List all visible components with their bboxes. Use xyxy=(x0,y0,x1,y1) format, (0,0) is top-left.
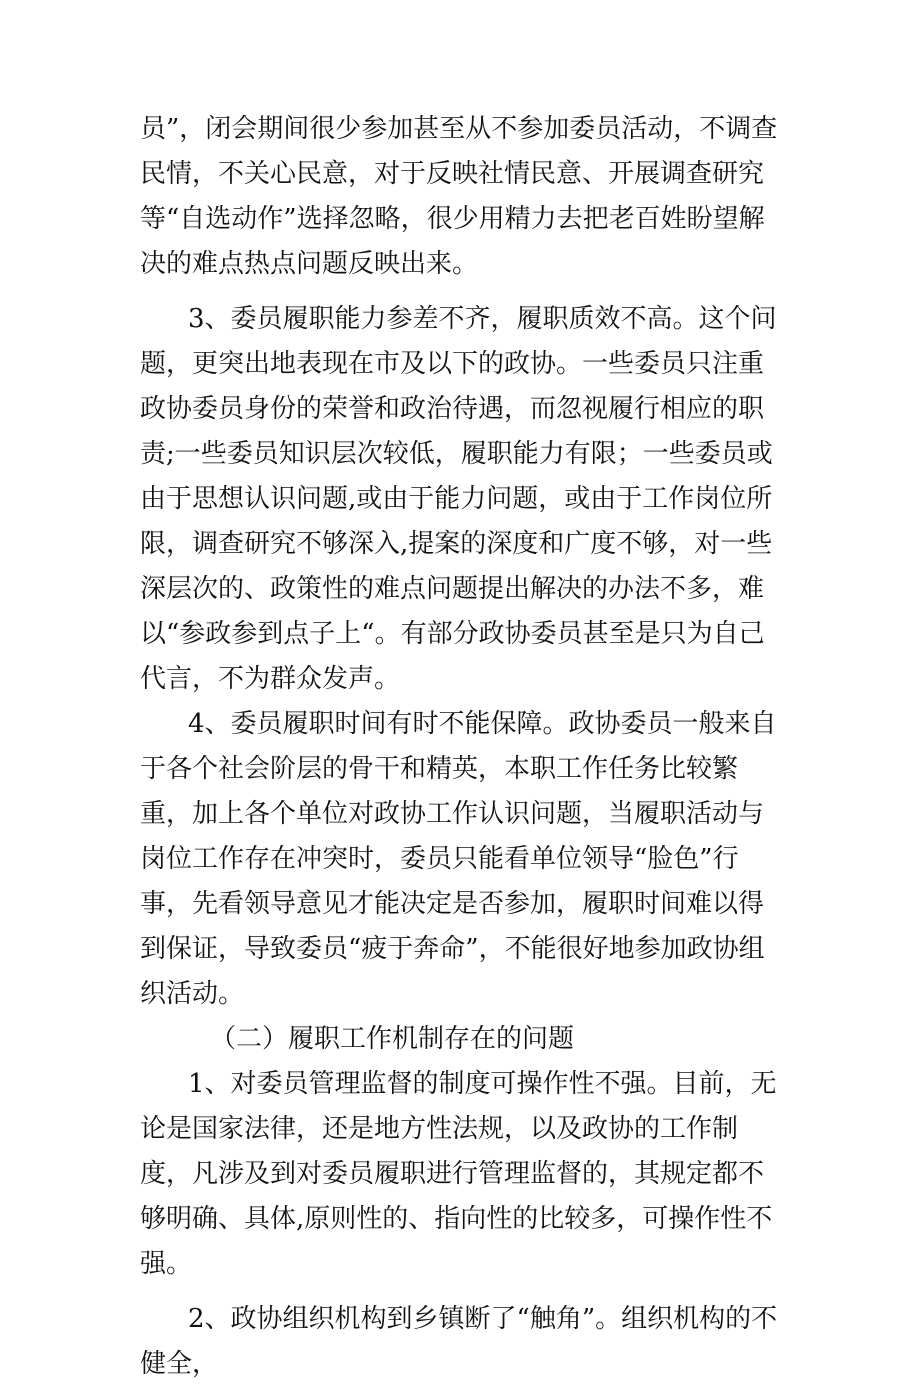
paragraph-continuation: 员”，闭会期间很少参加甚至从不参加委员活动，不调查民情，不关心民意，对于反映社情民意、开展调查研究等“自选动作”选择忽略，很少用精力去把老百姓盼望解决的难点热点问题反映出来。 xyxy=(140,114,778,279)
paragraph-item-3: 3、委员履职能力参差不齐，履职质效不高。这个问题，更突出地表现在市及以下的政协。一些委员只注重政协委员身份的荣誉和政治待遇，而忽视履行相应的职责;一些委员知识层次较低，履职能力有限；一些委员或由于思想认识问题,或由于能力问题，或由于工作岗位所限，调查研究不够深入,提案的深度和广度不够，对一些深层次的、政策性的难点问题提出解决的办法不多，难以“参政参到点子上“。有部分政协委员甚至是只为自己代言，不为群众发声。 xyxy=(140,304,777,694)
paragraph-item-4: 4、委员履职时间有时不能保障。政协委员一般来自于各个社会阶层的骨干和精英，本职工作任务比较繁重，加上各个单位对政协工作认识问题，当履职活动与岗位工作存在冲突时，委员只能看单位领导“脸色”行事，先看领导意见才能决定是否参加，履职时间难以得到保证，导致委员“疲于奔命”，不能很好地参加政协组织活动。 xyxy=(140,709,777,1009)
body-text xyxy=(140,107,785,1387)
paragraph-item-1: 1、对委员管理监督的制度可操作性不强。目前，无论是国家法律，还是地方性法规，以及政协的工作制度，凡涉及到对委员履职进行管理监督的，其规定都不够明确、具体,原则性的、指向性的比较多，可操作性不强。 xyxy=(140,1069,777,1279)
paragraph-item-2: 2、政协组织机构到乡镇断了“触角”。组织机构的不健全， xyxy=(140,1304,778,1379)
section-heading: （二）履职工作机制存在的问题 xyxy=(210,1024,575,1054)
